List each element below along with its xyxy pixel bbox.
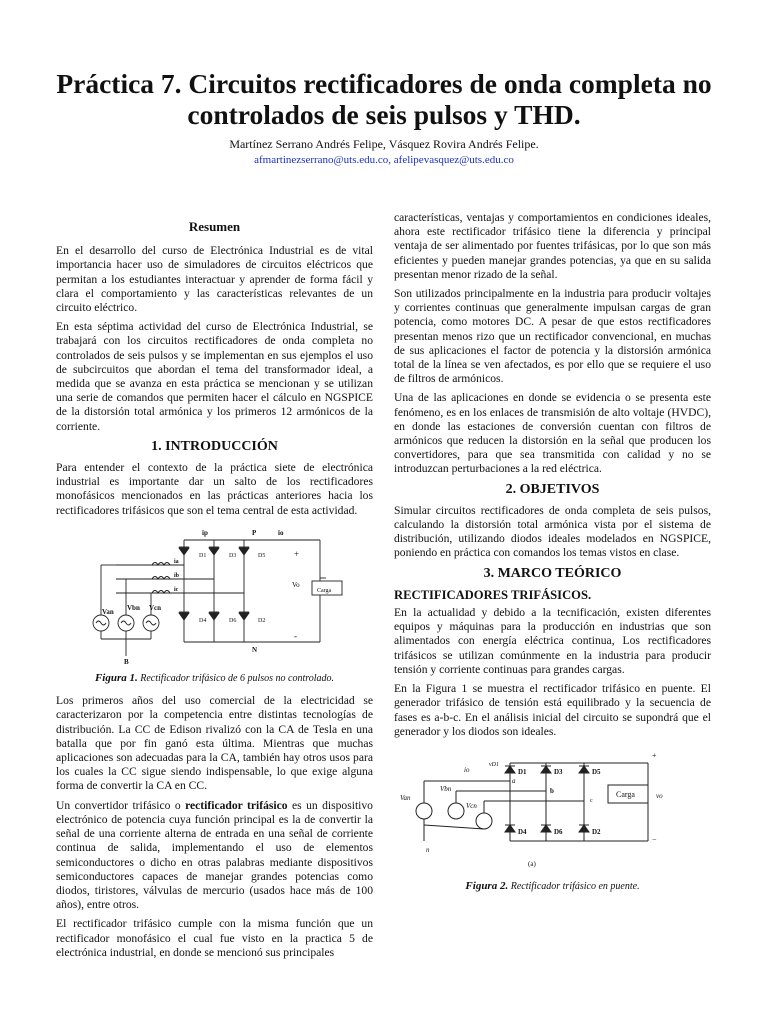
intro-paragraph: características, ventajas y comportamientos en condiciones ideales, ahora este rectificador trifásico tiene la diferencia y principal ventaja de ser alimentado por fuentes trifásicas, por lo que son más eficientes y pueden manejar grandes potencias, ya que en su salida presentan menor rizado de la señal. (394, 211, 711, 281)
fig1-label-ic: ic (174, 586, 179, 593)
section-heading-introduccion: 1. INTRODUCCIÓN (151, 438, 278, 454)
fig1-label-vbn: Vbn (127, 603, 140, 612)
right-column (394, 211, 711, 902)
fig2-label-vo: vo (656, 791, 663, 800)
fig2-label-n: n (426, 845, 430, 854)
fig1-label-d5: D5 (258, 552, 266, 559)
fig1-label-ip: ip (202, 528, 208, 537)
subsection-heading: RECTIFICADORES TRIFÁSICOS. (394, 587, 592, 602)
fig2-label-d5: D5 (592, 767, 601, 776)
objetivos-paragraph: Simular circuitos rectificadores de onda completa de seis pulsos, calculando la distorsión total armónica vista por el sistema de distribución, utilizando diodos ideales modelados en NGSPICE, poniendo en práctica con comandos los temas vistos en clase. (394, 503, 711, 560)
figure-2-caption-text: Rectificador trifásico en puente. (508, 881, 640, 893)
intro-paragraph: Son utilizados principalmente en la industria para producir voltajes y corrientes continuas que generalmente impulsan cargas de gran potencia, como motores DC. A pesar de que estos rectificadores presentan menos rizo que un rectificador convencional, en muchas de sus aplicaciones el factor de potencia y la distorsión armónica total de la línea se ven afectados, es por ello que se requiere el uso de filtros de armónicos. (394, 287, 711, 386)
intro-paragraph (56, 799, 373, 913)
fig1-label-d6: D6 (229, 617, 237, 624)
fig2-label-d4: D4 (518, 827, 527, 836)
fig1-label-d3: D3 (229, 552, 237, 559)
fig1-label-ib: ib (174, 572, 180, 579)
intro-paragraph: Para entender el contexto de la práctica siete de electrónica industrial es importante dar un salto de los rectificadores monofásicos mencionados en las prácticas anteriores hacia los rectificadores trifásicos que son el tema central de esta actividad. (56, 461, 373, 517)
paper-title: Práctica 7. Circuitos rectificadores de onda completa no controlados de seis pulsos y THD. (56, 68, 712, 130)
fig1-label-ia: ia (174, 558, 179, 565)
figure-2 (394, 750, 711, 875)
fig2-label-minus: − (652, 834, 657, 844)
fig2-label-sub: (a) (528, 859, 536, 868)
abstract-heading: Resumen (188, 219, 241, 234)
intro-p3-end: es un dispositivo electrónico de potencia cuya función principal es la de convertir la señal de una corriente alterna de entrada en una señal de corriente continua de salida, implementando el uso de elementos semiconductores o dicho en otras palabras mediante dispositivos semiconductores capaces de manejar grandes potencias como diodos, tiristores, válvulas de mercurio (usados hace más de 100 años), entre otros. (56, 798, 373, 912)
fig2-label-vbn: Vbn (440, 784, 452, 793)
fig2-label-d6: D6 (554, 827, 563, 836)
fig2-label-b: b (550, 786, 554, 795)
fig1-label-vcn: Vcn (149, 603, 162, 612)
fig1-label-d4: D4 (199, 617, 207, 624)
fig1-label-d1: D1 (199, 552, 207, 559)
figure-1-caption (56, 671, 373, 686)
intro-paragraph: Una de las aplicaciones en donde se evidencia o se presenta este fenómeno, es en los enlaces de transmisión de alto voltaje (HVDC), en donde las estaciones de conversión cuentan con filtros de armónicos que reducen la distorsión en la señal que producen los convertidores, para que sea transmitida con calidad y no se introduzcan perturbaciones a la red eléctrica. (394, 391, 711, 476)
fig2-label-plus: + (652, 750, 657, 760)
figure-2-label: Figura 2. (465, 880, 509, 893)
fig2-label-a: a (512, 776, 516, 785)
fig1-label-b: B (124, 657, 129, 666)
section-heading-objetivos: 2. OBJETIVOS (505, 481, 600, 497)
abstract-paragraph: En esta séptima actividad del curso de Electrónica Industrial, se trabajará con los circuitos rectificadores de onda completa no controlados de seis pulsos y se implementan en sus ejemplos el uso de subcircuitos que abordan el tema del transformador ideal, a medida que se avanza en esta práctica se mencionan y se utilizan una serie de comandos que permiten hacer el cálculo en NGSPICE de la distorsión total armónica y los primeros 12 armónicos de la corriente. (56, 320, 373, 433)
fig1-label-d2: D2 (258, 617, 266, 624)
fig2-label-d2: D2 (592, 827, 601, 836)
fig1-label-minus: - (294, 630, 297, 641)
figure-2-caption (394, 879, 711, 894)
authors: Martínez Serrano Andrés Felipe, Vásquez Rovira Andrés Felipe. (229, 137, 539, 151)
author-emails[interactable]: afmartinezserrano@uts.edu.co, afelipevasquez@uts.edu.co (254, 154, 514, 166)
intro-paragraph: El rectificador trifásico cumple con la misma función que un rectificador monofásico el cual fue visto en la practica 5 de electrónica industrial, en donde se mencionó sus principales (56, 917, 373, 959)
fig2-label-io: io (464, 765, 470, 774)
marco-paragraph: En la Figura 1 se muestra el rectificador trifásico en puente. El generador trifásico de tensión está equilibrado y la secuencia de fases es a-b-c. En el análisis inicial del circuito se supondrá que el generador y los diodos son ideales. (394, 682, 711, 738)
fig2-label-vcn: Vcn (466, 801, 477, 810)
fig2-label-vd1: vD1 (489, 761, 499, 768)
fig2-label-load: Carga (616, 789, 635, 799)
fig1-label-plus: + (294, 548, 300, 559)
fig1-label-load: Carga (317, 587, 332, 594)
figure-2-circuit (394, 755, 711, 871)
fig2-label-van: Van (400, 793, 411, 802)
fig1-label-io: io (278, 528, 284, 537)
fig1-label-van: Van (102, 607, 114, 616)
left-column (56, 218, 373, 965)
section-heading-marco-teorico: 3. MARCO TEÓRICO (483, 565, 622, 581)
fig1-label-n: N (252, 645, 258, 654)
marco-paragraph: En la actualidad y debido a la tecnificación, existen diferentes equipos y máquinas para la producción en industrias que son alimentados con energía eléctrica continua, Los rectificadores trifásicos se utilizan comúnmente en la industria para producir tensión y corriente continuas para grandes cargas. (394, 606, 711, 676)
fig2-label-d3: D3 (554, 767, 563, 776)
figure-1 (56, 523, 373, 667)
intro-p3-bold: rectificador trifásico (185, 798, 288, 812)
figure-1-caption-text: Rectificador trifásico de 6 pulsos no controlado. (137, 673, 335, 685)
intro-p3-start: Un convertidor trifásico o (56, 798, 186, 812)
abstract-paragraph: En el desarrollo del curso de Electrónica Industrial es de vital importancia hacer uso de simuladores de circuitos eléctricos que permitan a los estudiantes interactuar y aprender de forma fácil y clara el comportamiento y las características relevantes de un circuito eléctrico. (56, 244, 373, 315)
figure-1-label: Figura 1. (94, 672, 138, 685)
fig1-label-vo: Vo (292, 580, 300, 589)
fig1-label-p: P (252, 528, 257, 537)
fig2-label-c: c (590, 797, 593, 804)
intro-paragraph: Los primeros años del uso comercial de la electricidad se caracterizaron por la competencia entre distintas tecnologías de distribución. La CC de Edison rivalizó con la CA de Tesla en una batalla que por fin ganó esta última. Mientras que muchas aplicaciones son adecuadas para la CA, también hay otros usos para los cuales la CC sigue siendo indispensable, lo que exige alguna forma de convertir la CA en CC. (56, 694, 373, 793)
fig2-label-d1: D1 (518, 767, 527, 776)
